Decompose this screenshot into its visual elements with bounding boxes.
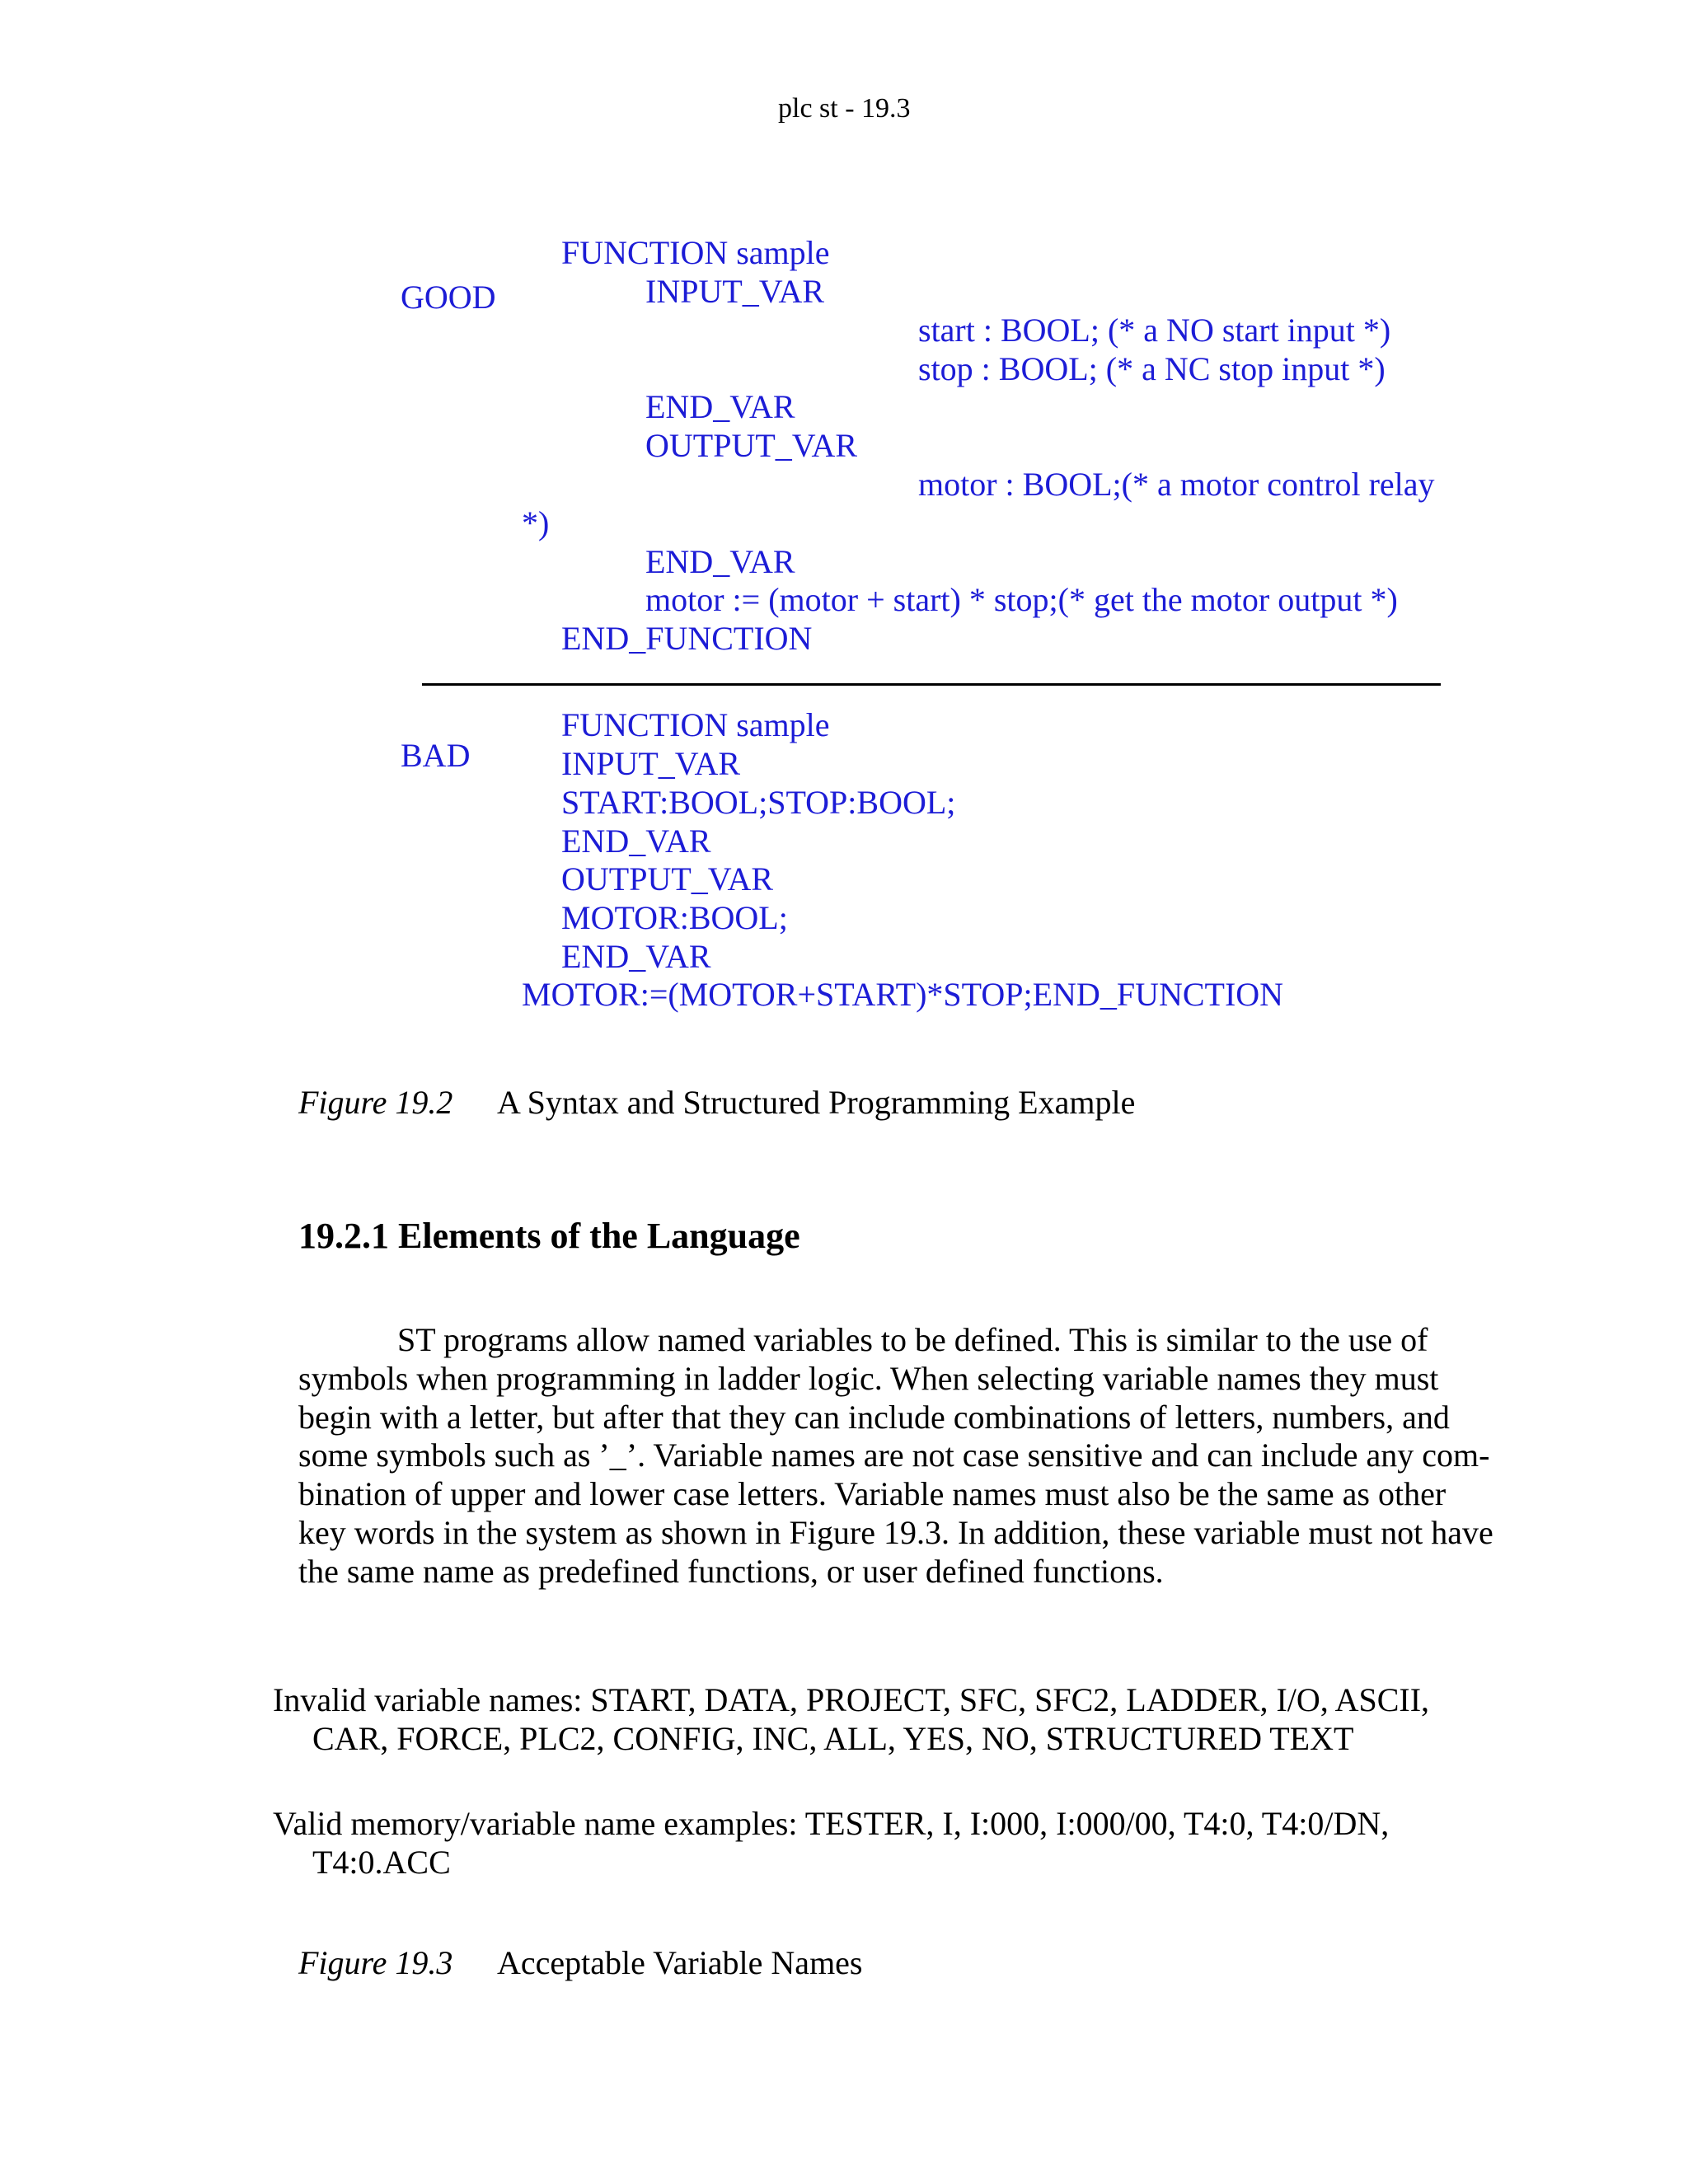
- figure-caption-text: Acceptable Variable Names: [497, 1944, 863, 1981]
- code-line: INPUT_VAR: [645, 273, 825, 310]
- example-divider: [422, 683, 1441, 686]
- code-line: start : BOOL; (* a NO start input *): [918, 312, 1391, 349]
- good-label: GOOD: [401, 279, 496, 316]
- invalid-names-line: Invalid variable names: START, DATA, PROJECT, SFC, SFC2, LADDER, I/O, ASCII,: [273, 1681, 1430, 1718]
- code-line: END_VAR: [561, 938, 711, 975]
- figure-caption-number: [298, 1944, 453, 1981]
- invalid-names-line: CAR, FORCE, PLC2, CONFIG, INC, ALL, YES, NO, STRUCTURED TEXT: [312, 1720, 1354, 1757]
- paragraph-line: symbols when programming in ladder logic. When selecting variable names they must: [298, 1360, 1439, 1397]
- code-line: OUTPUT_VAR: [645, 427, 858, 464]
- code-line: stop : BOOL; (* a NC stop input *): [918, 350, 1386, 387]
- paragraph-line: some symbols such as ’_’. Variable names are not case sensitive and can include any com-: [298, 1436, 1490, 1474]
- valid-names-line: Valid memory/variable name examples: TESTER, I, I:000, I:000/00, T4:0, T4:0/DN,: [273, 1805, 1390, 1842]
- paragraph-line: ST programs allow named variables to be defined. This is similar to the use of: [397, 1321, 1428, 1358]
- code-line: END_VAR: [561, 823, 711, 860]
- code-line: motor : BOOL;(* a motor control relay: [918, 466, 1435, 503]
- code-line: MOTOR:BOOL;: [561, 899, 788, 936]
- paragraph-line: key words in the system as shown in Figure 19.3. In addition, these variable must not have: [298, 1514, 1493, 1551]
- code-line: FUNCTION sample: [561, 234, 830, 271]
- code-line: INPUT_VAR: [561, 745, 741, 782]
- figure-caption-number: Figure 19.2: [298, 1084, 453, 1121]
- page-header: plc st - 19.3: [778, 93, 911, 124]
- code-line: END_VAR: [645, 388, 795, 425]
- code-line: END_VAR: [645, 543, 795, 580]
- figure-caption-number-text: Figure 19.3: [298, 1944, 453, 1981]
- figure-caption-text: A Syntax and Structured Programming Example: [497, 1084, 1136, 1121]
- code-line: START:BOOL;STOP:BOOL;: [561, 784, 956, 821]
- code-line: MOTOR:=(MOTOR+START)*STOP;END_FUNCTION: [522, 976, 1284, 1013]
- code-line: *): [522, 504, 550, 541]
- code-line: motor := (motor + start) * stop;(* get the motor output *): [645, 581, 1398, 618]
- section-heading: 19.2.1 Elements of the Language: [298, 1216, 800, 1256]
- code-line: END_FUNCTION: [561, 620, 813, 657]
- paragraph-line: the same name as predefined functions, or user defined functions.: [298, 1553, 1164, 1590]
- bad-label: BAD: [401, 737, 471, 774]
- valid-names-line: T4:0.ACC: [312, 1844, 451, 1881]
- code-line: OUTPUT_VAR: [561, 860, 774, 898]
- paragraph-line: bination of upper and lower case letters. Variable names must also be the same as other: [298, 1475, 1447, 1512]
- paragraph-line: begin with a letter, but after that they can include combinations of letters, numbers, and: [298, 1399, 1450, 1436]
- code-line: FUNCTION sample: [561, 706, 830, 743]
